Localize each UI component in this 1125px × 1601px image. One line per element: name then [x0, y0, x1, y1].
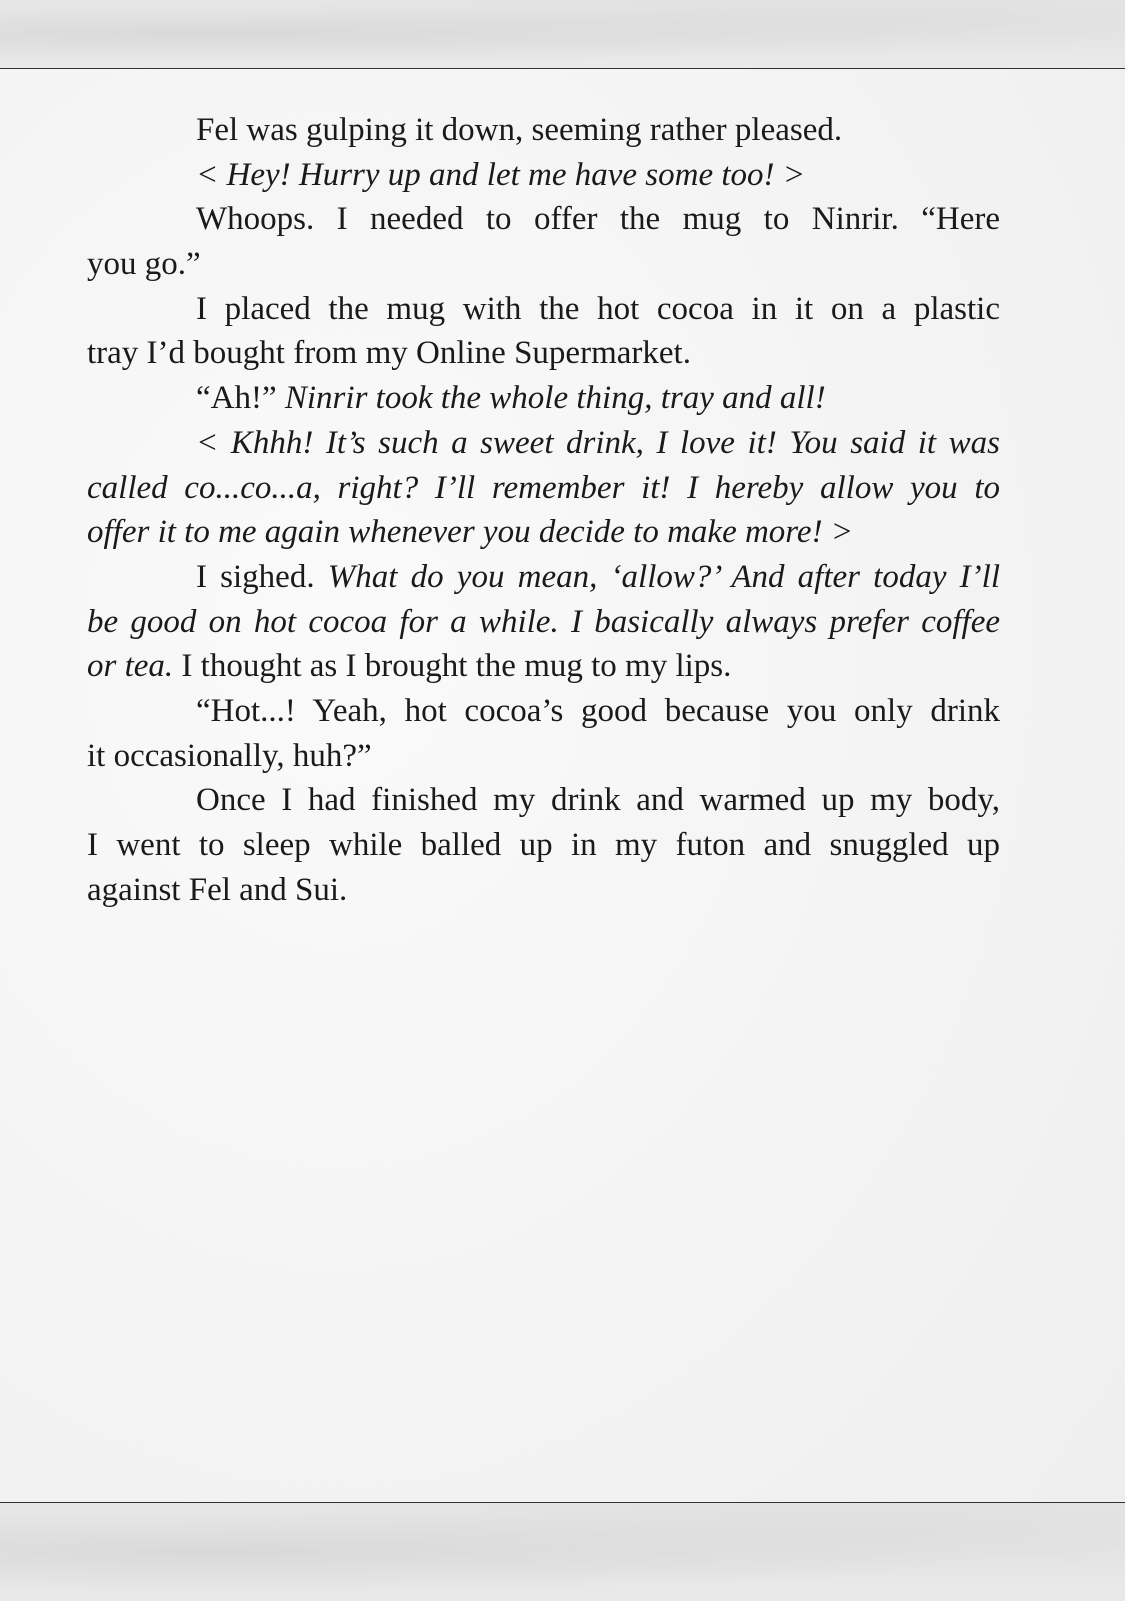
text: against Fel and Sui.	[87, 871, 348, 908]
page-header-band	[0, 0, 1125, 69]
text-line	[87, 376, 1000, 421]
italic-text: be good on hot cocoa for a while. I basically always prefer coffee	[87, 603, 1000, 640]
text-line	[87, 331, 1000, 376]
text: it occasionally, huh?”	[87, 737, 372, 774]
italic-text: < Khhh! It’s such a sweet drink, I love it! You said it was	[196, 424, 1000, 461]
text-line	[87, 734, 1000, 779]
text: I thought as I brought the mug to my lips.	[173, 648, 732, 685]
italic-text: Ninrir took the whole thing, tray and all!	[284, 380, 826, 417]
text-line	[87, 868, 1000, 913]
text-line	[87, 287, 1000, 332]
text: I went to sleep while balled up in my futon and snuggled up	[87, 827, 1000, 863]
text: Fel was gulping it down, seeming rather pleased.	[196, 112, 843, 148]
text: I sighed.	[196, 558, 328, 595]
text-line	[87, 242, 1000, 287]
italic-text: What do you mean, ‘allow?’ And after today I’ll	[327, 558, 1000, 595]
italic-text: < Hey! Hurry up and let me have some too! >	[196, 156, 806, 193]
text-line	[87, 689, 1000, 734]
italic-text: offer it to me again whenever you decide to make more! >	[87, 514, 854, 551]
text: I placed the mug with the hot cocoa in it on a plastic	[196, 290, 1000, 327]
text-line	[87, 466, 1000, 511]
page-body-text	[87, 108, 1000, 912]
italic-text: or tea.	[87, 648, 174, 685]
text-line	[87, 197, 1000, 242]
text-line	[87, 108, 1000, 153]
italic-text: called co...co...a, right? I’ll remember it! I hereby allow you to	[87, 469, 1000, 506]
text-line	[87, 823, 1000, 868]
text: tray I’d bought from my Online Supermarket.	[87, 335, 691, 372]
text-line	[87, 644, 1000, 689]
text-line	[87, 778, 1000, 823]
text-line	[87, 421, 1000, 466]
text-line	[87, 153, 1000, 198]
text-line	[87, 555, 1000, 600]
text: “Hot...! Yeah, hot cocoa’s good because you only drink	[196, 692, 1000, 729]
text: “Ah!”	[196, 380, 285, 417]
text-line	[87, 510, 1000, 555]
text-line	[87, 600, 1000, 645]
text: Once I had finished my drink and warmed up my body,	[196, 782, 1000, 819]
text: Whoops. I needed to offer the mug to Ninrir. “Here	[196, 201, 1000, 238]
page-footer-band	[0, 1502, 1125, 1601]
text: you go.”	[87, 246, 201, 283]
